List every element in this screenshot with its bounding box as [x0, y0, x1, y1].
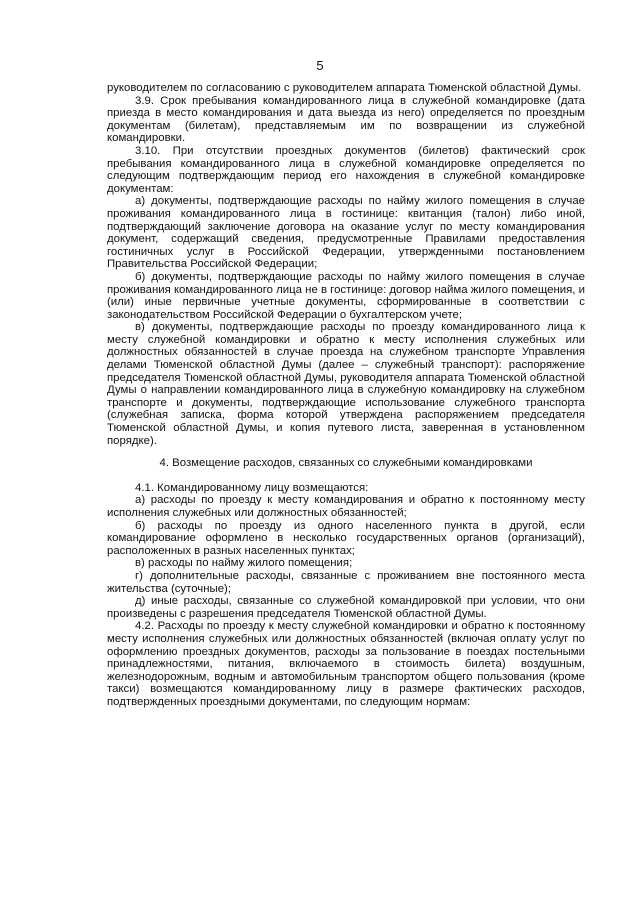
- paragraph: в) расходы по найму жилого помещения;: [135, 557, 353, 570]
- paragraph: 4.2. Расходы по проезду к месту служебной командировки и обратно к постоянному месту исполнения служебных или должностных обязанностей (включая оплату услуг по оформлению проездных документов, расходы за пользование в поездах постельными принадлежностями, питания, включаемого в стоимость билета) воздушным, железнодорожным, водным и автомобильным транспортом общего пользования (кроме такси) возмещаются командированному лицу в размере фактических расходов, подтвержденных проездными документами, по следующим нормам:: [107, 620, 585, 708]
- section-title: 4. Возмещение расходов, связанных со служебными командировками: [159, 457, 533, 470]
- paragraph: 3.10. При отсутствии проездных документов (билетов) фактический срок пребывания командированного лица в служебной командировке определяется по следующим подтверждающим период его нахождения в служебной командировке документам:: [107, 144, 585, 195]
- page-number: 5: [316, 58, 324, 73]
- paragraph: б) документы, подтверждающие расходы по найму жилого помещения в случае проживания командированного лица не в гостинице: договор найма жилого помещения, и (или) иные первичные учетные документы, сформированные в соответствии с законодательством Российской Федерации о бухгалтерском учете;: [107, 270, 585, 321]
- paragraph: д) иные расходы, связанные со служебной командировкой при условии, что они произведены с разрешения председателя Тюменской областной Думы.: [107, 595, 585, 620]
- paragraph: г) дополнительные расходы, связанные с проживанием вне постоянного места жительства (суточные);: [107, 569, 585, 595]
- paragraph: б) расходы по проезду из одного населенного пункта в другой, если командирование оформлено в несколько государственных органов (организаций), расположенных в разных населенных пунктах;: [107, 519, 585, 557]
- paragraph: а) документы, подтверждающие расходы по найму жилого помещения в случае проживания командированного лица в гостинице: квитанция (талон) либо иной, подтверждающий заключение договора на оказание услуг по месту командирования документ, содержащий сведения, предусмотренные Правилами предоставления гостиничных услуг в Российской Федерации, утвержденными постановлением Правительства Российской Федерации;: [107, 195, 585, 271]
- paragraph: в) документы, подтверждающие расходы по проезду командированного лица к месту служебной командировки и обратно к месту исполнения служебных или должностных обязанностей в случае проезда на служебном транспорте Управления делами Тюменской областной Думы (далее – служебный транспорт): распоряжение председателя Тюменской областной Думы, руководителя аппарата Тюменской областной Думы о направлении командированного лица в служебную командировку на служебном транспорте и документы, подтверждающие использование служебного транспорта (служебная записка, форма которой утверждена распоряжением председателя Тюменской областной Думы, и копия путевого листа, заверенная в установленном порядке).: [107, 321, 585, 447]
- document-body: [107, 82, 585, 709]
- paragraph: а) расходы по проезду к месту командирования и обратно к постоянному месту исполнения служебных или должностных обязанностей;: [107, 494, 585, 519]
- paragraph: 4.1. Командированному лицу возмещаются:: [135, 481, 369, 494]
- paragraph: 3.9. Срок пребывания командированного лица в служебной командировке (дата приезда в место командирования и дата выезда из него) определяется по проездным документам (билетам), представляемым им по возвращении из служебной командировки.: [107, 94, 585, 145]
- paragraph: руководителем по согласованию с руководителем аппарата Тюменской областной Думы.: [107, 82, 582, 94]
